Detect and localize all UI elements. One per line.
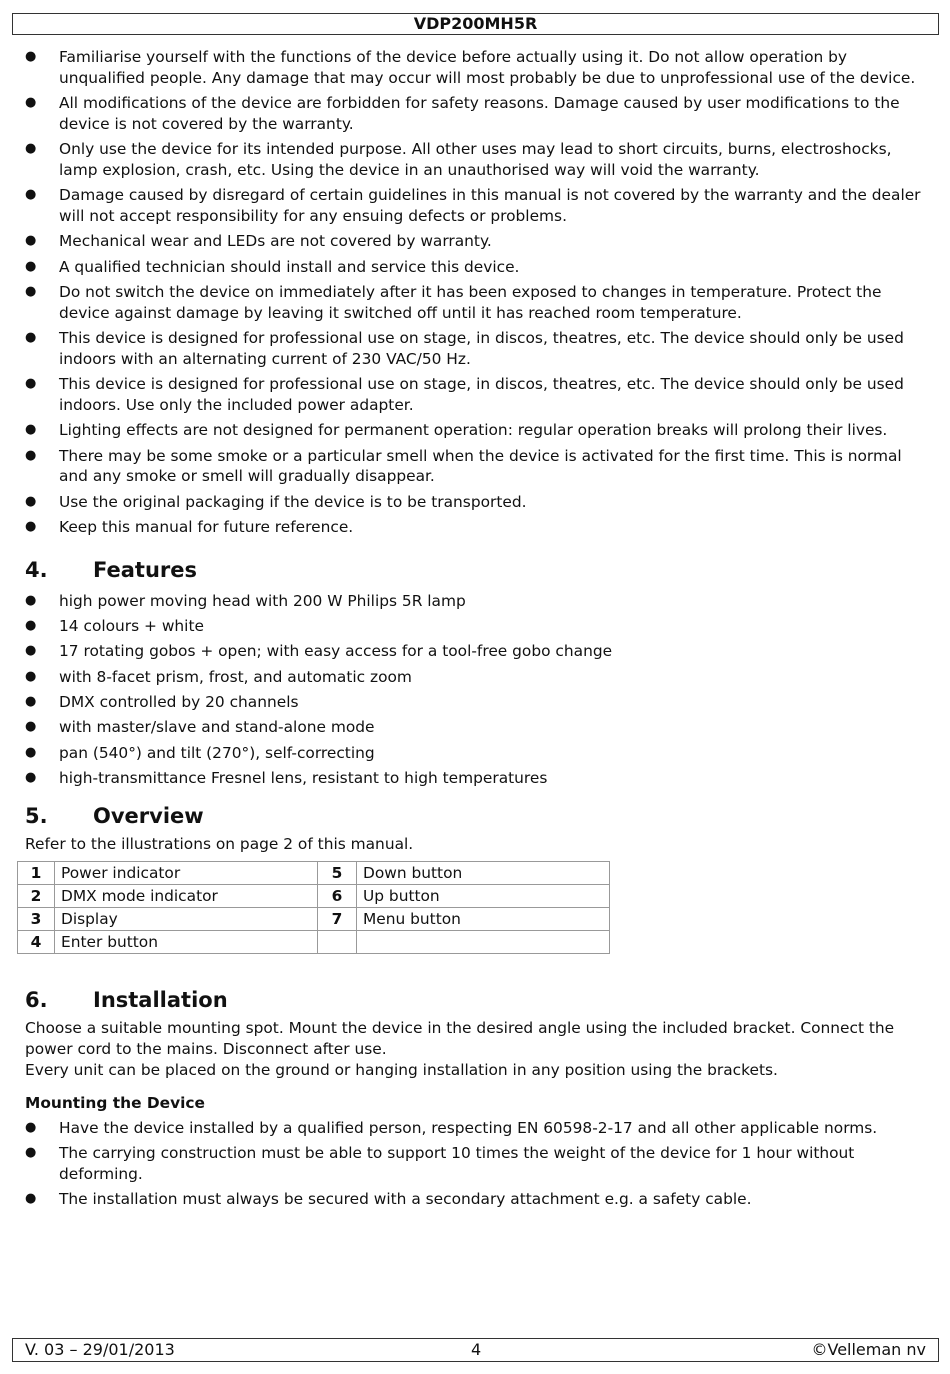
table-cell: 2 <box>18 885 55 908</box>
table-cell: 4 <box>18 931 55 954</box>
bullet-icon: ● <box>25 447 37 463</box>
table-cell: 6 <box>318 885 357 908</box>
bullet-icon: ● <box>25 719 37 735</box>
bullet-icon: ● <box>25 422 37 438</box>
bullet-icon: ● <box>25 49 37 64</box>
table-cell: 1 <box>18 862 55 885</box>
overview-heading <box>25 803 930 829</box>
table-row <box>18 862 610 885</box>
table-row <box>18 931 610 954</box>
table-cell: Menu button <box>357 908 610 931</box>
section-title: Installation <box>93 988 228 1013</box>
safety-bullet-list <box>25 47 930 538</box>
bullet-icon: ● <box>25 769 37 785</box>
bullet-icon: ● <box>25 1119 37 1135</box>
page-number: 4 <box>471 1340 482 1359</box>
document-model-title: VDP200MH5R <box>413 14 538 33</box>
bullet-icon: ● <box>25 187 37 203</box>
features-list <box>25 591 930 789</box>
bullet-icon: ● <box>25 1190 37 1206</box>
bullet-icon: ● <box>25 518 37 534</box>
table-cell: 7 <box>318 908 357 931</box>
list-item: ● The carrying construction must be able to support 10 times the weight of the device for 1 hour without deforming. <box>25 1143 855 1183</box>
section-number: 5. <box>25 803 48 828</box>
table-cell: Display <box>55 908 318 931</box>
list-item: ● A qualified technician should install and service this device. <box>25 257 520 276</box>
list-item: ● The installation must always be secured with a secondary attachment e.g. a safety cable. <box>25 1189 752 1208</box>
section-number: 4. <box>25 557 48 582</box>
bullet-icon: ● <box>25 493 37 509</box>
list-item: ● Do not switch the device on immediately after it has been exposed to changes in temperature. Protect the device against damage by leaving it switched off until it has reached room temperature. <box>25 282 882 322</box>
list-item: ● Familiarise yourself with the functions of the device before actually using it. Do not allow operation by unqualified people. Any damage that may occur will most probably be due to unprofessional use of the device. <box>25 48 916 87</box>
table-cell: 3 <box>18 908 55 931</box>
list-item: ● There may be some smoke or a particular smell when the device is activated for the first time. This is normal and any smoke or smell will gradually disappear. <box>25 446 902 486</box>
list-item: ● Mechanical wear and LEDs are not covered by warranty. <box>25 232 492 251</box>
bullet-icon: ● <box>25 1144 37 1160</box>
page-header <box>12 13 939 35</box>
list-item: ● Damage caused by disregard of certain guidelines in this manual is not covered by the warranty and the dealer will not accept responsibility for any ensuing defects or problems. <box>25 186 921 226</box>
bullet-icon: ● <box>25 376 37 392</box>
table-cell: Enter button <box>55 931 318 954</box>
bullet-icon: ● <box>25 668 37 684</box>
table-row <box>18 885 610 908</box>
list-item: ● DMX controlled by 20 channels <box>25 692 299 711</box>
version-date: V. 03 – 29/01/2013 <box>25 1340 175 1359</box>
bullet-icon: ● <box>25 693 37 709</box>
list-item: ● All modifications of the device are forbidden for safety reasons. Damage caused by user modifications to the device is not covered by the warranty. <box>25 94 900 133</box>
table-cell: DMX mode indicator <box>55 885 318 908</box>
bullet-icon: ● <box>25 141 37 157</box>
bullet-icon: ● <box>25 592 37 608</box>
list-item: ● Have the device installed by a qualified person, respecting EN 60598-2-17 and all other applicable norms. <box>25 1118 878 1137</box>
list-item: ● pan (540°) and tilt (270°), self-correcting <box>25 743 375 762</box>
page-content <box>25 47 930 1214</box>
table-cell <box>318 931 357 954</box>
list-item: ● Use the original packaging if the device is to be transported. <box>25 492 527 511</box>
list-item: ● with 8-facet prism, frost, and automatic zoom <box>25 667 412 686</box>
bullet-icon: ● <box>25 618 37 634</box>
list-item: ● This device is designed for professional use on stage, in discos, theatres, etc. The device should only be used indoors with an alternating current of 230 VAC/50 Hz. <box>25 329 904 368</box>
mounting-subheading: Mounting the Device <box>25 1093 205 1112</box>
bullet-icon: ● <box>25 643 37 659</box>
list-item: ● Only use the device for its intended purpose. All other uses may lead to short circuits, burns, electroshocks, lamp explosion, crash, etc. Using the device in an unauthorised way will void the warranty. <box>25 140 892 179</box>
bullet-icon: ● <box>25 744 37 760</box>
list-item: ● 14 colours + white <box>25 617 204 636</box>
overview-table <box>17 861 610 954</box>
bullet-icon: ● <box>25 233 37 249</box>
overview-intro: Refer to the illustrations on page 2 of this manual. <box>25 834 414 853</box>
bullet-icon: ● <box>25 95 37 111</box>
section-number: 6. <box>25 988 48 1013</box>
list-item: ● high-transmittance Fresnel lens, resistant to high temperatures <box>25 768 548 787</box>
installation-paragraph: Every unit can be placed on the ground or hanging installation in any position using the brackets. <box>25 1061 778 1079</box>
table-row <box>18 908 610 931</box>
mounting-list <box>25 1118 930 1210</box>
table-cell <box>357 931 610 954</box>
installation-paragraph: Choose a suitable mounting spot. Mount the device in the desired angle using the included bracket. Connect the power cord to the mains. Disconnect after use. <box>25 1019 895 1059</box>
page-footer <box>12 1338 939 1362</box>
list-item: ● Lighting effects are not designed for permanent operation: regular operation breaks will prolong their lives. <box>25 421 888 440</box>
list-item: ● with master/slave and stand-alone mode <box>25 718 375 737</box>
bullet-icon: ● <box>25 258 37 274</box>
list-item: ● high power moving head with 200 W Philips 5R lamp <box>25 591 466 610</box>
section-title: Overview <box>93 803 204 828</box>
section-title: Features <box>93 557 197 582</box>
bullet-icon: ● <box>25 283 37 299</box>
installation-heading <box>25 987 930 1013</box>
table-cell: Up button <box>357 885 610 908</box>
bullet-icon: ● <box>25 330 37 346</box>
list-item: ● 17 rotating gobos + open; with easy access for a tool-free gobo change <box>25 642 613 661</box>
features-heading <box>25 557 930 583</box>
copyright: ©Velleman nv <box>811 1340 926 1359</box>
table-cell: Power indicator <box>55 862 318 885</box>
list-item: ● Keep this manual for future reference. <box>25 517 354 536</box>
table-cell: Down button <box>357 862 610 885</box>
list-item: ● This device is designed for professional use on stage, in discos, theatres, etc. The device should only be used indoors. Use only the included power adapter. <box>25 375 904 414</box>
table-cell: 5 <box>318 862 357 885</box>
